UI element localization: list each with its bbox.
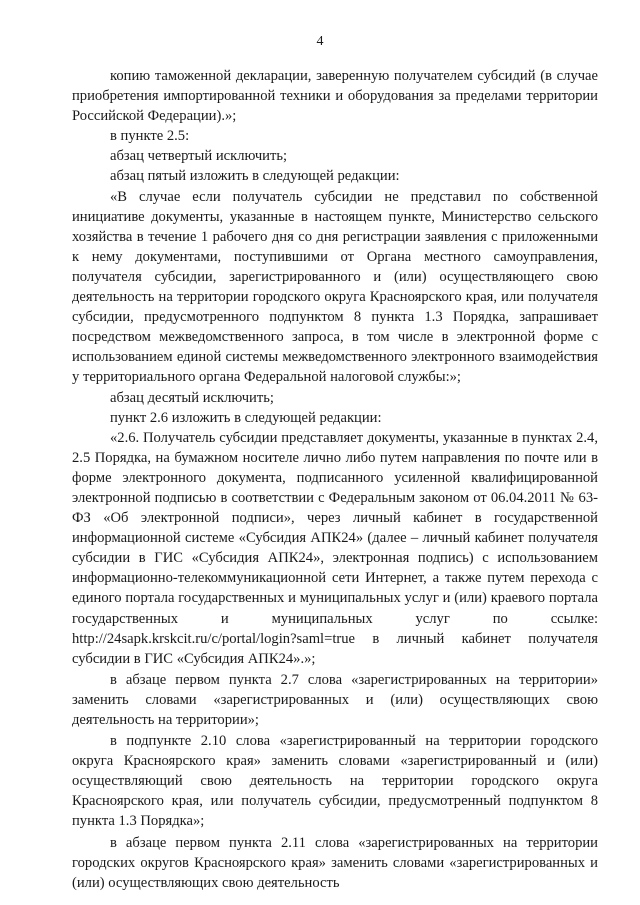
paragraph-exclude-fourth: абзац четвертый исключить; bbox=[110, 148, 288, 165]
paragraph-subclause-2-10: в подпункте 2.10 слова «зарегистрированный на территории городского округа Красноярского края» заменить словами «зарегистрированный и (или) осуществляющий свою деятельность на территории городского округа Красноярского края, или получатель субсидии, предусмотренный подпунктом 8 пункта 1.3 Порядка»; bbox=[72, 733, 598, 830]
page-number: 4 bbox=[316, 34, 324, 49]
paragraph-exclude-tenth: абзац десятый исключить; bbox=[110, 389, 274, 406]
paragraph-fifth-new-wording: абзац пятый изложить в следующей редакции: bbox=[110, 168, 400, 185]
document-body bbox=[72, 66, 598, 893]
paragraph-clause-2-6-intro: пункт 2.6 изложить в следующей редакции: bbox=[110, 409, 382, 426]
paragraph-clause-2-7: в абзаце первом пункта 2.7 слова «зарегистрированных на территории» заменить словами «зарегистрированных и (или) осуществляющих свою деятельность на территории»; bbox=[72, 671, 598, 728]
paragraph-interagency-request: «В случае если получатель субсидии не представил по собственной инициативе документы, указанные в настоящем пункте, Министерство сельского хозяйства в течение 1 рабочего дня со дня регистрации заявления с приложенными к нему документами, поступившими от Органа местного самоуправления, получателя субсидии, зарегистрированного и (или) осуществляющего свою деятельность на территории городского округа Красноярского края, или получателя субсидии, предусмотренного подпунктом 8 пункта 1.3 Порядка, запрашивает посредством межведомственного запроса, в том числе в электронной форме с использованием единой системы межведомственного электронного взаимодействия у территориального органа Федеральной налоговой службы:»; bbox=[72, 188, 598, 386]
paragraph-clause-2-5: в пункте 2.5: bbox=[110, 128, 190, 145]
paragraph-clause-2-6-text: «2.6. Получатель субсидии представляет документы, указанные в пунктах 2.4, 2.5 Порядка, на бумажном носителе лично либо путем направления по почте или в форме электронного документа, подписанного усиленной квалифицированной электронной подписью в соответствии с Федеральным законом от 06.04.2011 № 63-ФЗ «Об электронной подписи», через личный кабинет в государственной информационной системе «Субсидия АПК24» (далее – личный кабинет получателя субсидии в ГИС «Субсидия АПК24», электронная подпись) с использованием информационно-телекоммуникационной сети Интернет, а также путем перехода с единого портала государственных и муниципальных услуг и (или) краевого портала государственных и муниципальных услуг по ссылке: http://24sapk.krskcit.ru/c/portal/login?saml=true в личный кабинет получателя субсидии в ГИС «Субсидия АПК24».»; bbox=[72, 429, 598, 667]
paragraph-clause-2-11: в абзаце первом пункта 2.11 слова «зарегистрированных на территории городских округов Красноярского края» заменить словами «зарегистрированных и (или) осуществляющих свою деятельность bbox=[72, 834, 598, 891]
paragraph-customs-declaration: копию таможенной декларации, заверенную получателем субсидий (в случае приобретения импортированной техники и оборудования за пределами территории Российской Федерации).»; bbox=[72, 68, 598, 125]
